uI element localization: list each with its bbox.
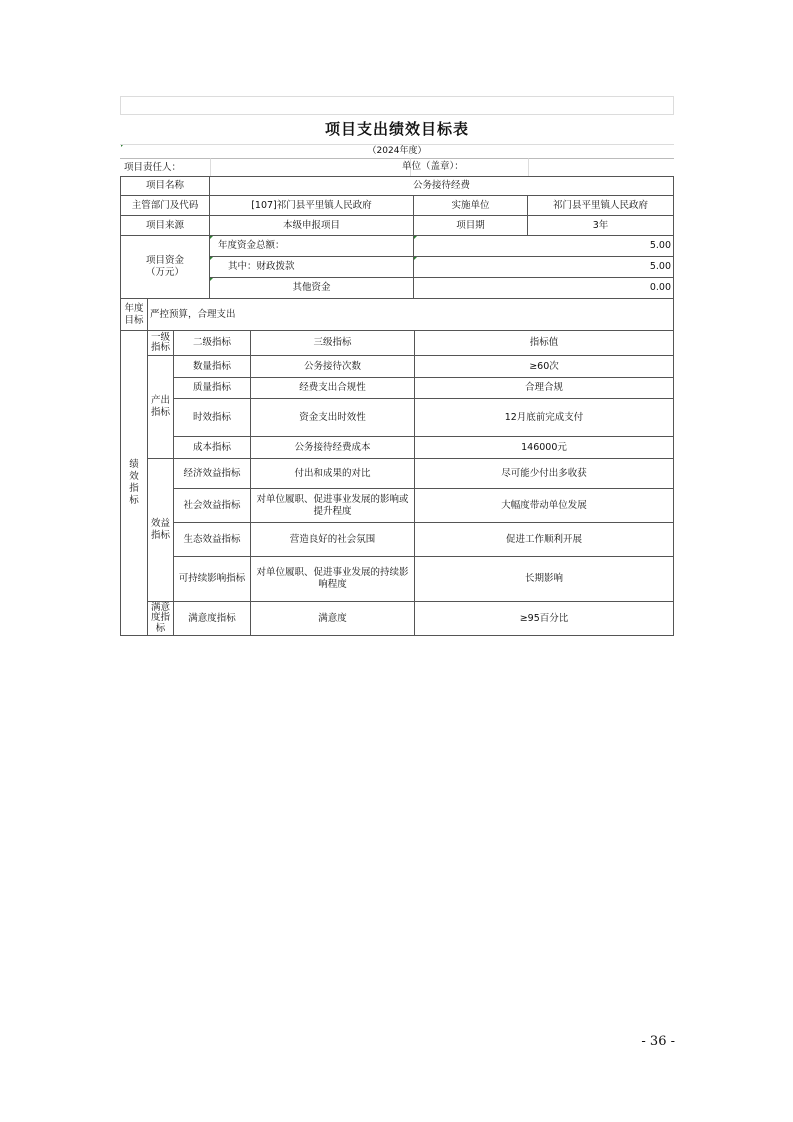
dept-label: 主管部门及代码 [120, 195, 210, 216]
cell-marker [210, 257, 213, 260]
blank-row [120, 96, 674, 114]
benefit-indicators-label: 效益 指标 [147, 458, 174, 602]
source-value: 本级申报项目 [209, 215, 414, 236]
dept-value: [107]祁门县平里镇人民政府 [209, 195, 414, 216]
table-row-value: 大幅度带动单位发展 [414, 488, 674, 523]
table-row-lvl2: 质量指标 [173, 377, 251, 399]
header-level3: 三级指标 [250, 330, 415, 356]
table-row-lvl2: 数量指标 [173, 355, 251, 378]
table-row-value: 促进工作顺利开展 [414, 522, 674, 557]
funds-other-value: 0.00 [413, 277, 674, 299]
annual-goal-label: 年度 目标 [120, 298, 148, 331]
table-row-lvl3: 经费支出合规性 [250, 377, 415, 399]
responsible-value [210, 158, 410, 176]
header-level2: 二级指标 [173, 330, 251, 356]
project-name-label: 项目名称 [120, 176, 210, 196]
table-row-value: 合理合规 [414, 377, 674, 399]
table-row-lvl3: 满意度 [250, 601, 415, 636]
table-row-lvl3: 付出和成果的对比 [250, 458, 415, 489]
impl-value: 祁门县平里镇人民政府 [527, 195, 674, 216]
table-year: （2024年度） [120, 144, 674, 158]
cell-marker [414, 257, 417, 260]
table-row-value: ≥60次 [414, 355, 674, 378]
project-name: 公务接待经费 [209, 176, 674, 196]
table-row-lvl2: 时效指标 [173, 398, 251, 437]
table-row-lvl2: 经济效益指标 [173, 458, 251, 489]
table-row-value: 146000元 [414, 436, 674, 459]
table-row-lvl2: 社会效益指标 [173, 488, 251, 523]
output-indicators-label: 产出 指标 [147, 355, 174, 459]
unit-label: 单位（盖章）： [402, 161, 464, 173]
perf-indicators-label: 绩 效 指 标 [120, 330, 148, 636]
cell-marker [414, 236, 417, 239]
funds-total-value: 5.00 [413, 235, 674, 257]
cell-marker [210, 278, 213, 281]
header-value: 指标值 [414, 330, 674, 356]
impl-label: 实施单位 [413, 195, 528, 216]
annual-goal-text: 严控预算，合理支出 [147, 298, 674, 331]
table-row-value: 12月底前完成支付 [414, 398, 674, 437]
table-row-value: 长期影响 [414, 556, 674, 602]
source-label: 项目来源 [120, 215, 210, 236]
table-row-lvl3: 营造良好的社会氛围 [250, 522, 415, 557]
funds-fiscal-label: 其中：财政拨款 [209, 256, 414, 278]
funds-label: 项目资金 （万元） [120, 235, 210, 299]
funds-total-label: 年度资金总额： [209, 235, 414, 257]
performance-target-table [120, 96, 674, 636]
period-value: 3年 [527, 215, 674, 236]
unit-value [528, 158, 674, 176]
table-row-lvl3: 公务接待次数 [250, 355, 415, 378]
table-row-lvl3: 对单位履职、促进事业发展的影响或提升程度 [250, 488, 415, 523]
funds-fiscal-value: 5.00 [413, 256, 674, 278]
funds-other-label: 其他资金 [209, 277, 414, 299]
header-level1: 一级 指标 [147, 330, 174, 356]
satisfaction-indicators-label: 满意 度指 标 [147, 601, 174, 636]
table-row-lvl3: 资金支出时效性 [250, 398, 415, 437]
table-row-lvl3: 公务接待经费成本 [250, 436, 415, 459]
table-row-lvl2: 可持续影响指标 [173, 556, 251, 602]
period-label: 项目期 [413, 215, 528, 236]
table-title: 项目支出绩效目标表 [120, 114, 674, 144]
table-row-value: 尽可能少付出多收获 [414, 458, 674, 489]
table-row-lvl3: 对单位履职、促进事业发展的持续影响程度 [250, 556, 415, 602]
responsible-label: 项目责任人： [120, 158, 210, 176]
table-row-value: ≥95百分比 [414, 601, 674, 636]
table-row-lvl2: 生态效益指标 [173, 522, 251, 557]
table-row-lvl2: 成本指标 [173, 436, 251, 459]
cell-marker [210, 236, 213, 239]
table-row-lvl2: 满意度指标 [173, 601, 251, 636]
page-number: - 36 - [641, 1034, 675, 1049]
